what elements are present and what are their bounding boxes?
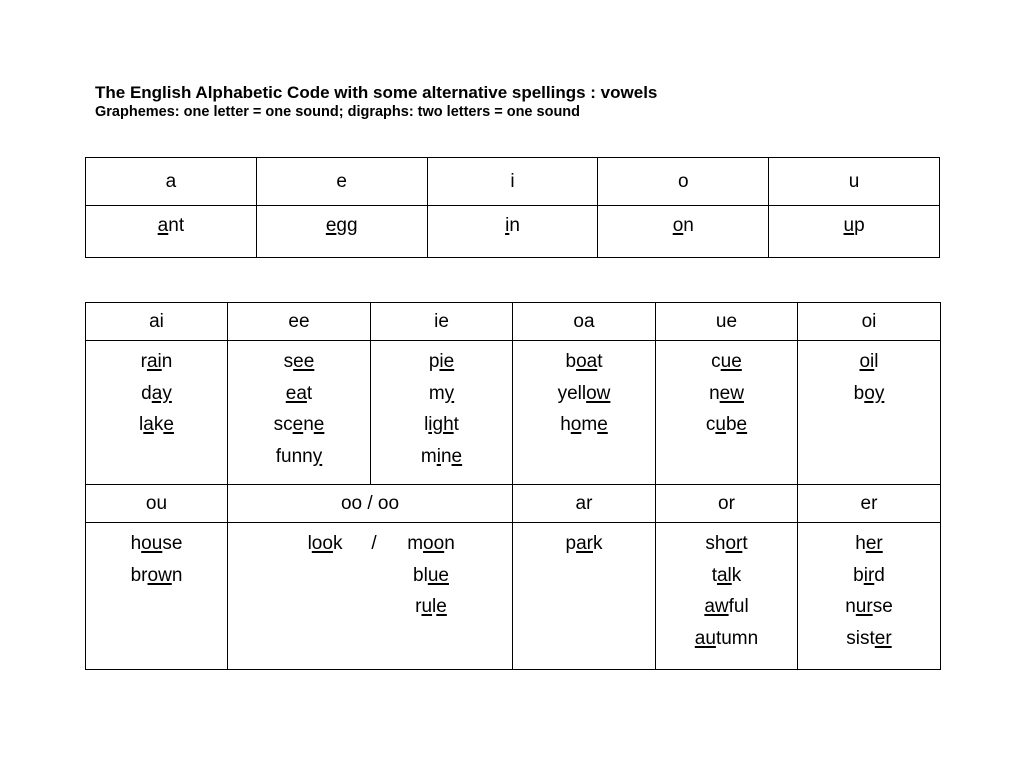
word-part: n <box>303 414 314 435</box>
grapheme-underlined: oo <box>423 533 445 554</box>
word-part: t <box>306 382 313 404</box>
oo-separator: / <box>371 533 377 554</box>
word-part: l <box>424 414 429 435</box>
digraph-header: ee <box>228 303 371 341</box>
example-word <box>86 409 227 441</box>
example-word <box>228 441 370 473</box>
word-part: n <box>444 533 455 554</box>
example-word <box>656 378 797 410</box>
grapheme-underlined: e <box>325 215 337 236</box>
word-part: h <box>560 414 571 435</box>
word-part: b <box>565 351 577 372</box>
word-part: l <box>307 533 312 554</box>
example-words-cell <box>798 341 941 485</box>
grapheme-underlined: e <box>163 414 174 435</box>
grapheme-underlined: ue <box>427 564 449 586</box>
example-word <box>513 378 655 410</box>
vowel-header-row <box>86 158 940 206</box>
example-word <box>391 591 471 623</box>
word-part: t <box>742 533 748 554</box>
example-words-cell <box>513 341 656 485</box>
example-word <box>656 346 797 378</box>
example-word <box>513 409 655 441</box>
grapheme-underlined: al <box>716 564 732 586</box>
grapheme-underlined: i <box>436 445 441 467</box>
example-word <box>371 346 512 378</box>
grapheme-underlined: ow <box>147 564 172 586</box>
grapheme-underlined: y <box>312 445 323 467</box>
vowel-header: i <box>427 158 598 206</box>
grapheme-underlined: ew <box>719 382 744 404</box>
example-word <box>371 409 512 441</box>
word-part: m <box>407 533 424 554</box>
example-word <box>371 378 512 410</box>
grapheme-underlined: u <box>843 215 855 236</box>
vowel-example-row <box>86 206 940 258</box>
word-part: h <box>855 533 866 554</box>
word-part: p <box>854 215 865 236</box>
heading <box>95 82 657 122</box>
word-part: n <box>845 596 856 617</box>
digraph-example-row <box>86 341 941 485</box>
word-part: b <box>725 414 737 435</box>
example-words-cell <box>656 523 798 670</box>
grapheme-underlined: er <box>874 627 892 649</box>
example-word <box>228 409 370 441</box>
example-word <box>86 528 227 560</box>
example-word <box>86 378 227 410</box>
word-part: gg <box>336 215 358 236</box>
oo-separator-col <box>357 528 391 623</box>
digraph-header: oo / oo <box>228 485 513 523</box>
grapheme-underlined: or <box>725 533 743 554</box>
word-part: k <box>592 533 603 554</box>
grapheme-underlined: ee <box>293 351 315 372</box>
word-part: k <box>332 533 343 554</box>
word-part: c <box>711 351 721 372</box>
digraph-header: oi <box>798 303 941 341</box>
example-words-cell <box>228 341 371 485</box>
word-part: n <box>161 351 173 372</box>
vowel-example-cell <box>769 206 940 258</box>
example-word <box>428 210 598 242</box>
example-word <box>86 346 227 378</box>
word-part: l <box>139 414 144 435</box>
word-part: b <box>853 564 864 586</box>
grapheme-underlined: oo <box>311 533 333 554</box>
word-part: se <box>162 533 183 554</box>
word-part: bl <box>413 564 428 586</box>
grapheme-underlined: oa <box>576 351 598 372</box>
word-part: yell <box>557 382 587 404</box>
word-part: br <box>130 564 148 586</box>
word-part: n <box>171 564 183 586</box>
alternative-spellings-table <box>85 302 941 670</box>
word-part: t <box>711 564 717 586</box>
grapheme-underlined: o <box>672 215 684 236</box>
grapheme-underlined: ai <box>146 351 162 372</box>
grapheme-underlined: a <box>143 414 154 435</box>
grapheme-underlined: ay <box>151 382 172 404</box>
example-word <box>798 378 940 410</box>
example-word <box>598 210 768 242</box>
word-part: m <box>581 414 598 435</box>
example-word <box>371 441 512 473</box>
grapheme-underlined: u <box>715 414 726 435</box>
word-part: m <box>420 445 437 467</box>
example-word <box>257 210 427 242</box>
digraph-example-row-2 <box>86 523 941 670</box>
oo-left-words <box>293 528 357 623</box>
word-part: n <box>440 445 452 467</box>
word-part: n <box>709 382 720 404</box>
grapheme-underlined: u <box>421 596 433 617</box>
grapheme-underlined: igh <box>428 414 454 435</box>
example-words-cell <box>86 523 228 670</box>
digraph-header: ie <box>371 303 513 341</box>
word-part: se <box>872 596 893 617</box>
grapheme-underlined: ow <box>586 382 611 404</box>
example-word <box>656 560 797 592</box>
grapheme-underlined: e <box>292 414 304 435</box>
page-subtitle: Graphemes: one letter = one sound; digraphs: two letters = one sound <box>95 104 581 120</box>
word-part: k <box>153 414 164 435</box>
example-word <box>228 346 370 378</box>
digraph-header-row <box>86 303 941 341</box>
word-part: b <box>853 382 865 404</box>
grapheme-underlined: ou <box>141 533 163 554</box>
digraph-header: er <box>798 485 941 523</box>
grapheme-underlined: oy <box>864 382 885 404</box>
word-part: t <box>597 351 603 372</box>
grapheme-underlined: oi <box>859 351 875 372</box>
vowel-header: o <box>598 158 769 206</box>
grapheme-underlined: y <box>444 382 455 404</box>
digraph-header: ai <box>86 303 228 341</box>
example-word <box>391 528 471 560</box>
word-part: l <box>874 351 879 372</box>
grapheme-underlined: e <box>597 414 608 435</box>
example-words-cell <box>513 523 656 670</box>
vowel-table <box>85 157 940 258</box>
oo-example-cell <box>228 523 513 670</box>
grapheme-underlined: ir <box>863 564 875 586</box>
grapheme-underlined: au <box>694 627 716 649</box>
word-part: sh <box>705 533 726 554</box>
vowel-example-cell <box>427 206 598 258</box>
example-word <box>798 346 940 378</box>
example-word <box>293 528 357 560</box>
vowel-example-cell <box>256 206 427 258</box>
example-word <box>656 591 797 623</box>
digraph-header: ue <box>656 303 798 341</box>
word-part: d <box>874 564 885 586</box>
word-part: k <box>731 564 742 586</box>
example-word <box>513 528 655 560</box>
vowel-header: e <box>256 158 427 206</box>
word-part: r <box>140 351 147 372</box>
word-part: l <box>432 596 437 617</box>
grapheme-underlined: aw <box>704 596 729 617</box>
example-word <box>513 346 655 378</box>
grapheme-underlined: ar <box>576 533 593 554</box>
example-words-cell <box>86 341 228 485</box>
grapheme-underlined: ur <box>855 596 873 617</box>
grapheme-underlined: e <box>736 414 748 435</box>
example-word <box>86 210 256 242</box>
digraph-header: ou <box>86 485 228 523</box>
example-word <box>798 528 940 560</box>
word-part: s <box>283 351 294 372</box>
word-part: n <box>509 215 520 236</box>
word-part: tumn <box>715 627 759 649</box>
example-words-cell <box>656 341 798 485</box>
digraph-header: oa <box>513 303 656 341</box>
word-part: h <box>130 533 142 554</box>
grapheme-underlined: ea <box>285 382 307 404</box>
vowel-header: u <box>769 158 940 206</box>
example-word <box>769 210 939 242</box>
digraph-header: ar <box>513 485 656 523</box>
word-part: ful <box>728 596 749 617</box>
vowel-example-cell <box>598 206 769 258</box>
oo-example-grid <box>293 528 512 623</box>
oo-right-words <box>391 528 471 623</box>
word-part: p <box>565 533 577 554</box>
example-words-cell <box>798 523 941 670</box>
grapheme-underlined: e <box>436 596 447 617</box>
digraph-header: or <box>656 485 798 523</box>
vowel-header: a <box>86 158 257 206</box>
example-word <box>656 528 797 560</box>
word-part: sc <box>273 414 293 435</box>
grapheme-underlined: i <box>505 215 510 236</box>
grapheme-underlined: o <box>570 414 582 435</box>
grapheme-underlined: ue <box>720 351 742 372</box>
grapheme-underlined: e <box>451 445 463 467</box>
word-part: n <box>683 215 694 236</box>
word-part: sist <box>846 627 875 649</box>
example-word <box>798 623 940 655</box>
word-part: d <box>141 382 152 404</box>
word-part: funn <box>275 445 313 467</box>
example-word <box>798 591 940 623</box>
example-word <box>656 623 797 655</box>
example-words-cell <box>371 341 513 485</box>
vowel-example-cell <box>86 206 257 258</box>
example-word <box>798 560 940 592</box>
example-word <box>391 560 471 592</box>
grapheme-underlined: e <box>313 414 325 435</box>
example-word <box>86 560 227 592</box>
page-title: The English Alphabetic Code with some alternative spellings : vowels <box>95 83 658 102</box>
example-word <box>228 378 370 410</box>
grapheme-underlined: er <box>865 533 883 554</box>
digraph-header-row-2 <box>86 485 941 523</box>
grapheme-underlined: ie <box>439 351 455 372</box>
word-part: t <box>453 414 459 435</box>
word-part: c <box>705 414 716 435</box>
word-part: p <box>428 351 440 372</box>
word-part: m <box>428 382 445 404</box>
word-part: r <box>415 596 422 617</box>
word-part: nt <box>168 215 185 236</box>
grapheme-underlined: a <box>157 215 169 236</box>
example-word <box>656 409 797 441</box>
